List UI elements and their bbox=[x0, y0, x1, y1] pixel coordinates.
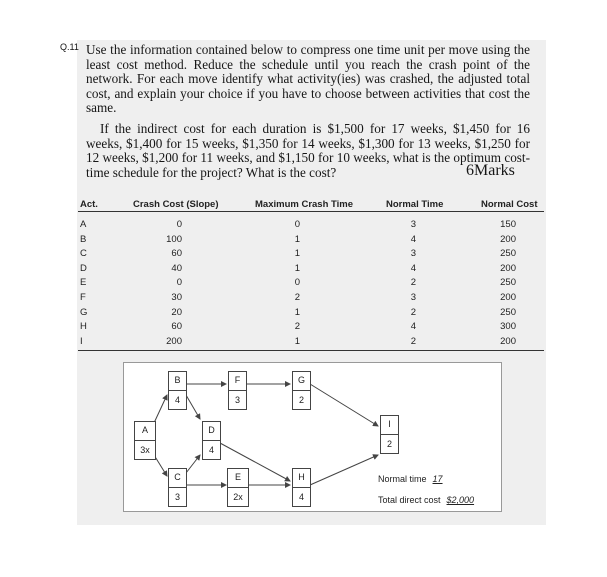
table-cell: 300 bbox=[500, 321, 516, 333]
table-cell: 3 bbox=[410, 248, 416, 260]
table-cell: 1 bbox=[294, 306, 300, 318]
network-diagram bbox=[123, 362, 502, 512]
arrow-g-i bbox=[310, 384, 378, 426]
table-cell: 4 bbox=[410, 262, 416, 274]
table-row-activity: E bbox=[80, 277, 87, 289]
table-cell: 3 bbox=[410, 292, 416, 303]
table-cell: 20 bbox=[171, 306, 182, 318]
node-b: B 4 bbox=[168, 371, 187, 410]
table-cell: 60 bbox=[171, 248, 182, 260]
arrow-c-d bbox=[186, 455, 200, 473]
table-row-activity: C bbox=[80, 248, 87, 260]
table-row-activity: B bbox=[80, 233, 87, 245]
table-row-activity: A bbox=[80, 219, 87, 230]
question-paragraph-2: If the indirect cost for each duration is $1,500 for 17 weeks, $1,450 for 16 weeks, $1,400 for 15 weeks, $1,350 for 14 weeks, $1,300 for 13 weeks, $1,250 for 12 weeks, $1,200 for 11 weeks, and $1,150 for 10 weeks, what is the optimum cost-time schedule for the project? What is the cost? bbox=[86, 121, 530, 180]
table-cell: 2 bbox=[410, 277, 416, 289]
table-cell: 250 bbox=[500, 248, 516, 260]
table-cell: 0 bbox=[176, 277, 182, 289]
table-row-activity: D bbox=[80, 262, 87, 274]
table-cell: 0 bbox=[294, 219, 300, 230]
normal-time-value: 17 bbox=[432, 474, 443, 484]
table-cell: 40 bbox=[171, 262, 182, 274]
table-cell: 100 bbox=[166, 233, 182, 245]
table-cell: 250 bbox=[500, 277, 516, 289]
table-cell: 1 bbox=[294, 233, 300, 245]
table-cell: 200 bbox=[166, 335, 182, 347]
table-cell: 200 bbox=[500, 292, 516, 303]
total-direct-cost-line bbox=[378, 495, 474, 505]
header-crash-cost: Crash Cost (Slope) bbox=[133, 199, 219, 210]
arrow-b-d bbox=[186, 395, 200, 419]
node-g: G 2 bbox=[292, 371, 311, 410]
table-row-activity: F bbox=[80, 292, 86, 303]
table-bottom-rule bbox=[78, 350, 544, 351]
question-paragraph-1: Use the information contained below to compress one time unit per move using the least cost method. Reduce the schedule until you reach the crash point of the network. For each move identify what activity(ies) was crashed, the adjusted total cost, and explain your choice if you have to choose between activities that cost the same. bbox=[86, 42, 530, 116]
table-cell: 1 bbox=[294, 262, 300, 274]
total-direct-cost-label: Total direct cost bbox=[378, 495, 441, 505]
table-cell: 2 bbox=[294, 321, 300, 333]
header-max-crash-time: Maximum Crash Time bbox=[255, 199, 354, 210]
table-cell: 1 bbox=[294, 248, 300, 260]
normal-time-label: Normal time bbox=[378, 474, 427, 484]
table-cell: 150 bbox=[500, 219, 516, 230]
table-cell: 0 bbox=[176, 219, 182, 230]
marks-label: 6Marks bbox=[466, 162, 515, 179]
table-cell: 30 bbox=[171, 292, 182, 303]
table-cell: 1 bbox=[294, 335, 300, 347]
table-cell: 0 bbox=[294, 277, 300, 289]
table-cell: 200 bbox=[500, 233, 516, 245]
normal-time-line bbox=[378, 474, 443, 484]
node-e: E 2x bbox=[227, 468, 249, 507]
node-a: A 3x bbox=[134, 421, 156, 460]
table-row-activity: G bbox=[80, 306, 88, 318]
table-cell: 200 bbox=[500, 335, 516, 347]
table-cell: 2 bbox=[410, 306, 416, 318]
table-cell: 60 bbox=[171, 321, 182, 333]
table-cell: 200 bbox=[500, 262, 516, 274]
node-c: C 3 bbox=[168, 468, 187, 507]
header-normal-cost: Normal Cost bbox=[481, 199, 538, 210]
table-row-activity: I bbox=[80, 335, 83, 347]
total-direct-cost-value: $2,000 bbox=[446, 495, 475, 505]
header-act: Act. bbox=[80, 199, 98, 210]
arrow-a-b bbox=[154, 395, 167, 423]
node-d: D 4 bbox=[202, 421, 221, 460]
table-cell: 4 bbox=[410, 233, 416, 245]
table-header-rule bbox=[78, 211, 544, 212]
header-normal-time: Normal Time bbox=[386, 199, 444, 210]
question-number: Q.11 bbox=[60, 42, 79, 52]
arrow-h-i bbox=[310, 455, 378, 485]
table-cell: 3 bbox=[410, 219, 416, 230]
node-i: I 2 bbox=[380, 415, 399, 454]
table-cell: 2 bbox=[294, 292, 300, 303]
table-cell: 250 bbox=[500, 306, 516, 318]
node-f: F 3 bbox=[228, 371, 247, 410]
table-cell: 2 bbox=[410, 335, 416, 347]
table-row-activity: H bbox=[80, 321, 87, 333]
node-h: H 4 bbox=[292, 468, 311, 507]
table-cell: 4 bbox=[410, 321, 416, 333]
